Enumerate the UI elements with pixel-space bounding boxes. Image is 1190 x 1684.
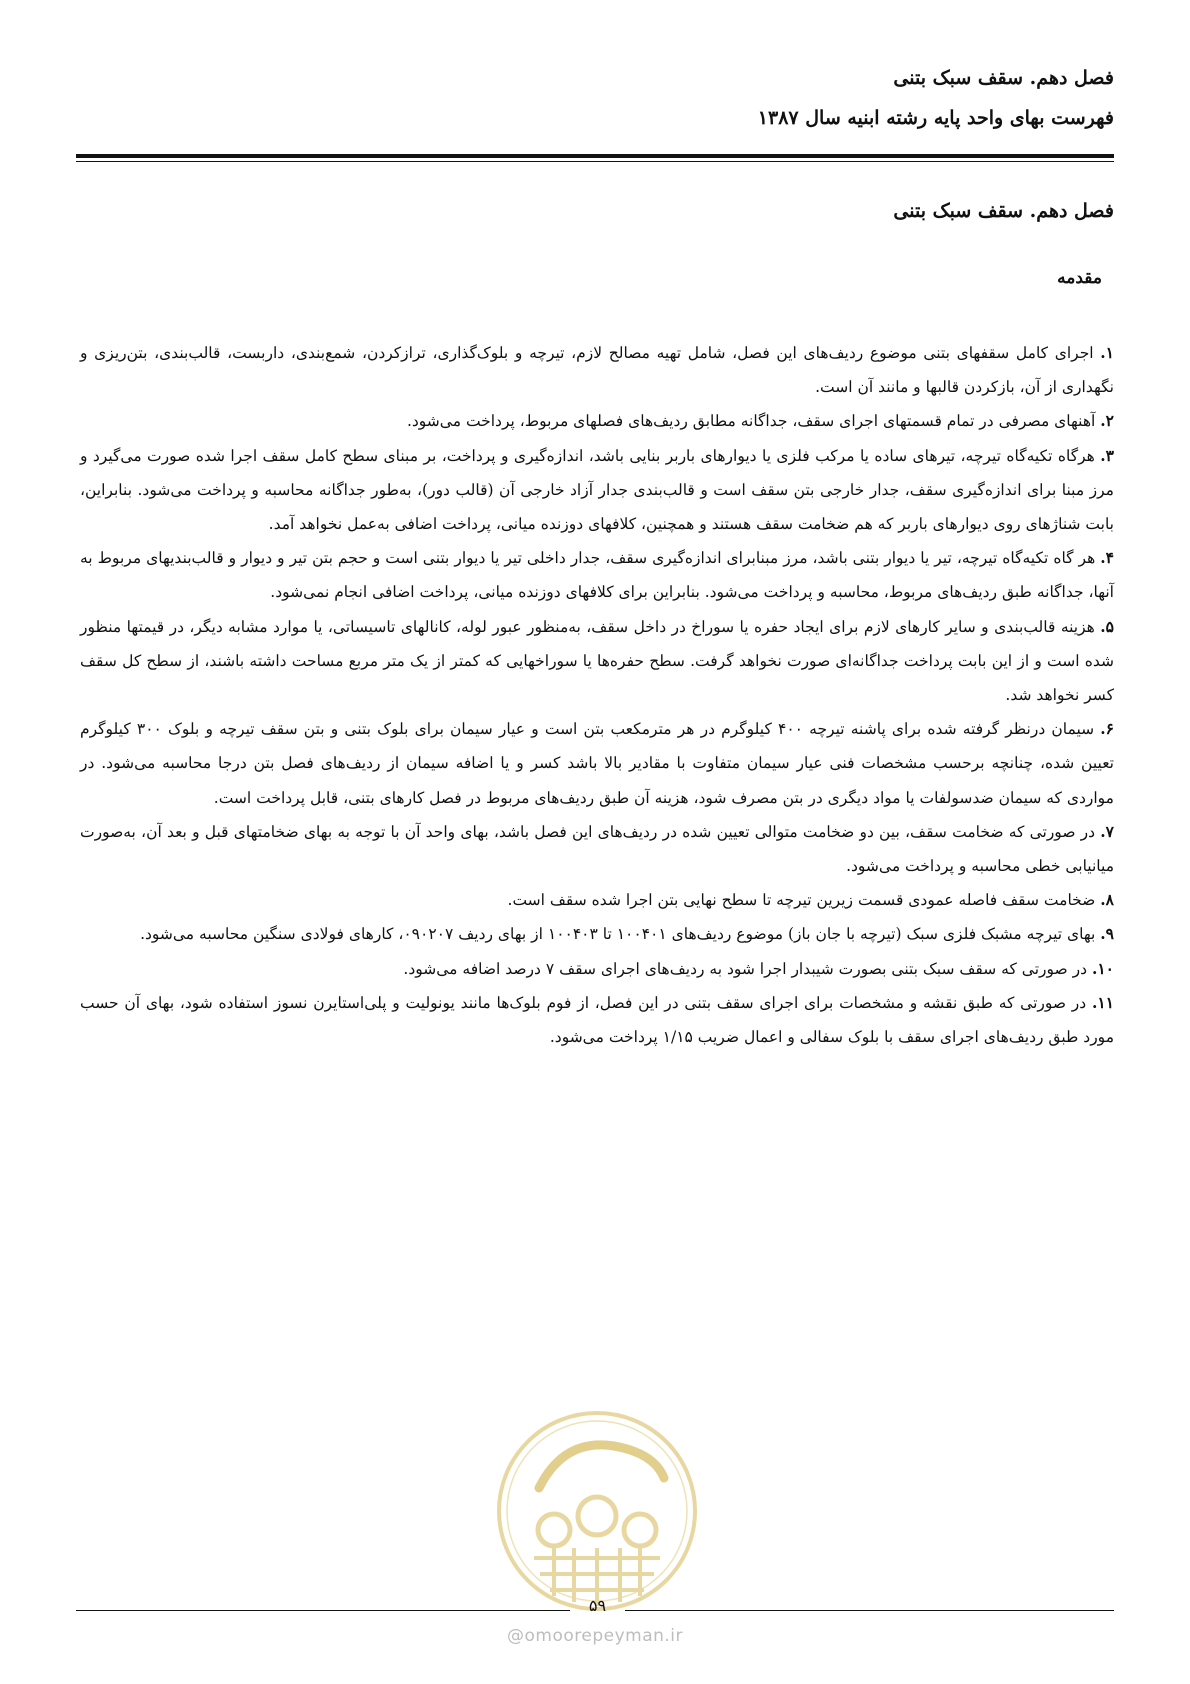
seal-watermark-icon: [494, 1408, 700, 1614]
paragraph-number: ۹.: [1100, 924, 1114, 944]
paragraph-number: ۵.: [1100, 616, 1114, 636]
paragraph: [80, 952, 1114, 986]
paragraph: [80, 917, 1114, 951]
paragraph: [80, 712, 1114, 815]
paragraph-text: ضخامت سقف فاصله عمودی قسمت زیرین تیرچه تا سطح نهایی بتن اجرا شده سقف است.: [507, 891, 1101, 910]
paragraph-text: در صورتی که سقف سبک بتنی بصورت شیبدار اجرا شود به ردیف‌های اجرای سقف ۷ درصد اضافه می‌شود.: [403, 959, 1092, 978]
paragraph-number: ۸.: [1100, 890, 1114, 910]
paragraph: [80, 883, 1114, 917]
paragraph: [80, 336, 1114, 404]
paragraph-number: ۱۰.: [1091, 958, 1114, 978]
paragraph-number: ۴.: [1100, 548, 1114, 568]
site-watermark-text: @omoorepeyman.ir: [506, 1626, 684, 1646]
page-number: ۵۹: [588, 1596, 607, 1615]
paragraph-number: ۲.: [1100, 411, 1114, 431]
paragraph-text: سیمان درنظر گرفته شده برای پاشنه تیرچه ۴۰۰ کیلوگرم در هر مترمکعب بتن است و عیار سیمان برای بلوک بتنی و بتن سقف تیرچه و بلوک ۳۰۰ کیلوگرم تعیین شده، چنانچه برحسب مشخصات فنی عیار سیمان متفاوت با مقادیر بالا باشد کسر و یا اضافه سیمان از ردیف‌های فصل بتن درجا محاسبه می‌شود. در مواردی که سیمان ضدسولفات یا مواد دیگری در بتن مصرف شود، هزینه آن طبق ردیف‌های مربوط در فصل کارهای بتنی، قابل پرداخت است.: [80, 720, 1114, 807]
paragraph-text: در صورتی که ضخامت سقف، بین دو ضخامت متوالی تعیین شده در ردیف‌های این فصل باشد، بهای واحد آن با توجه به بهای ضخامتهای قبل و بعد آن، به‌صورت میانیابی خطی محاسبه و پرداخت می‌شود.: [80, 822, 1114, 876]
paragraph-text: در صورتی که طبق نقشه و مشخصات برای اجرای سقف بتنی در این فصل، از فوم بلوک‌ها مانند یونولیت و پلی‌استایرن نسوز استفاده شود، بهای آن حسب مورد طبق ردیف‌های اجرای سقف با بلوک سفالی و اعمال ضریب ۱/۱۵ پرداخت می‌شود.: [80, 993, 1114, 1047]
header-rule-thick: [76, 154, 1114, 158]
paragraph-number: ۱۱.: [1091, 992, 1114, 1012]
paragraph: [80, 541, 1114, 609]
paragraph-number: ۳.: [1100, 445, 1114, 465]
paragraph: [80, 404, 1114, 438]
section-title: فصل دهم. سقف سبک بتنی: [893, 200, 1114, 222]
paragraph: [80, 815, 1114, 883]
page-header: [74, 58, 1114, 138]
header-chapter-title: فصل دهم. سقف سبک بتنی: [893, 67, 1114, 89]
paragraph-text: هزینه قالب‌بندی و سایر کارهای لازم برای ایجاد حفره یا سوراخ در داخل سقف، به‌منظور عبور لوله، کانالهای تاسیساتی، یا موارد مشابه دیگر، در قیمتها منظور شده است و از این بابت پرداخت جداگانه‌ای صورت نخواهد گرفت. سطح حفره‌ها یا سوراخهایی که کمتر از یک متر مربع مساحت داشته باشند، از سطح کل سقف کسر نخواهد شد.: [80, 617, 1114, 705]
paragraph-number: ۱.: [1100, 343, 1114, 362]
paragraph: [80, 986, 1114, 1054]
paragraph-text: اجرای کامل سقفهای بتنی موضوع ردیف‌های این فصل، شامل تهیه مصالح لازم، تیرچه و بلوک‌گذاری، ترازکردن، شمع‌بندی، داربست، قالب‌بندی، بتن‌ریزی و نگهداری از آن، بازکردن قالبها و مانند آن است.: [80, 344, 1114, 397]
intro-heading: مقدمه: [1057, 268, 1102, 288]
footer-rule-right: [625, 1610, 1114, 1611]
body-text: [80, 336, 1114, 1054]
paragraph-text: هرگاه تکیه‌گاه تیرچه، تیرهای ساده یا مرکب فلزی یا دیوارهای باربر بنایی باشد، اندازه‌گیری و پرداخت، بر مبنای سطح کامل سقف اجرا شده صورت می‌گیرد و مرز مبنا برای اندازه‌گیری سقف، جدار خارجی بتن سقف است و قالب‌بندی جدار آزاد خارجی آن (قالب دور)، به‌طور جداگانه محاسبه و پرداخت می‌شود. بنابراین، بابت شناژهای روی دیوارهای باربر که هم ضخامت سقف هستند و همچنین، کلافهای دوزنده میانی، پرداخت اضافی به‌عمل نخواهد آمد.: [80, 446, 1114, 534]
header-rule-thin: [76, 161, 1114, 162]
paragraph-number: ۶.: [1100, 719, 1114, 739]
paragraph: [80, 439, 1114, 542]
paragraph-text: هر گاه تکیه‌گاه تیرچه، تیر یا دیوار بتنی باشد، مرز مبنابرای اندازه‌گیری سقف، جدار داخلی تیر یا دیوار بتنی است و حجم بتن تیر و دیوار و قالب‌بندیهای مربوط به آنها، جداگانه طبق ردیف‌های مربوط، محاسبه و پرداخت می‌شود. بنابراین برای کلافهای دوزنده میانی، پرداخت اضافی انجام نمی‌شود.: [80, 549, 1114, 602]
paragraph: [80, 610, 1114, 713]
paragraph-text: آهنهای مصرفی در تمام قسمتهای اجرای سقف، جداگانه مطابق ردیف‌های فصلهای مربوط، پرداخت می‌شود.: [406, 412, 1101, 431]
footer-rule-left: [76, 1610, 570, 1611]
header-list-title: فهرست بهای واحد پایه رشته ابنیه سال ۱۳۸۷: [757, 107, 1114, 129]
paragraph-text: بهای تیرچه مشبک فلزی سبک (تیرچه با جان باز) موضوع ردیف‌های ۱۰۰۴۰۱ تا ۱۰۰۴۰۳ از بهای ردیف ۰۹۰۲۰۷، کارهای فولادی سنگین محاسبه می‌شود.: [140, 925, 1101, 944]
paragraph-number: ۷.: [1100, 821, 1114, 841]
